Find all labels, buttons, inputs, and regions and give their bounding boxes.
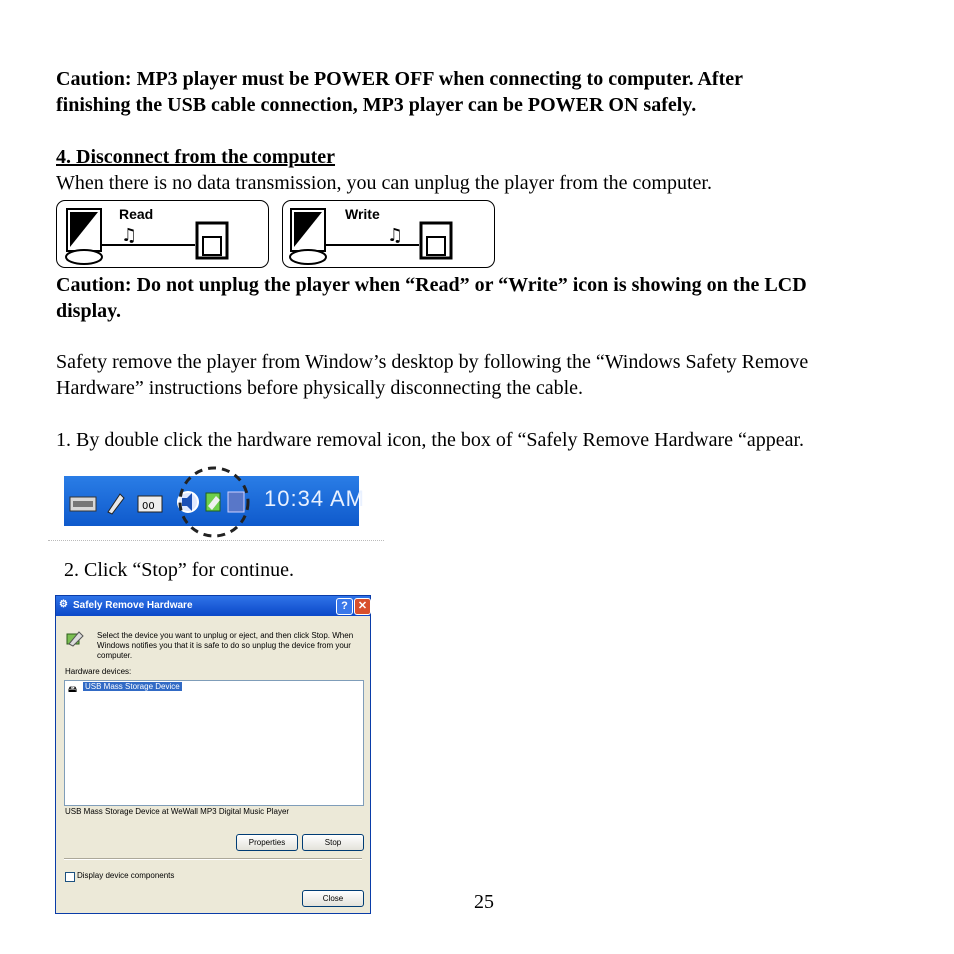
svg-text:♫: ♫ [121,225,138,246]
safety-line1: Safety remove the player from Window’s desktop by following the “Windows Safety Remove [56,351,809,373]
svg-text:♫: ♫ [387,225,404,246]
tray-clock: 10:34 AM [264,486,365,511]
caution2-line1: Caution: Do not unplug the player when “Read” or “Write” icon is showing on the LCD [56,274,807,296]
caution-text-line1: Caution: MP3 player must be POWER OFF when connecting to computer. After [56,68,743,90]
caution-text-line2: finishing the USB cable connection, MP3 player can be POWER ON safely. [56,94,697,116]
display-components-checkbox[interactable] [65,872,75,882]
read-label: Read [119,206,154,222]
write-status-icon [283,201,494,267]
dialog-separator [64,858,362,860]
step2-text: 2. Click “Stop” for continue. [64,559,294,581]
device-icon: 🖴 [68,684,78,694]
instruction-line3: computer. [97,651,133,660]
properties-button[interactable]: Properties [236,834,298,851]
close-button[interactable]: Close [302,890,364,907]
usb-device-icon [65,628,85,648]
display-components-label: Display device components [77,871,175,880]
instruction-line2: Windows notifies you that it is safe to do so unplug the device from your [97,641,351,650]
list-item[interactable]: USB Mass Storage Device [85,682,180,691]
lcd-read-panel [56,200,269,268]
svg-text:00: 00 [142,501,155,512]
safety-line2: Hardware” instructions before physically disconnecting the cable. [56,377,584,399]
tray-divider [48,540,384,541]
page-number: 25 [474,891,494,913]
help-button[interactable]: ? [336,598,353,615]
dialog-titlebar[interactable] [56,596,370,616]
hardware-icon: ⚙ [59,599,68,610]
stop-button[interactable]: Stop [302,834,364,851]
hardware-devices-list[interactable] [64,680,364,806]
device-description: USB Mass Storage Device at WeWall MP3 Digital Music Player [65,807,290,816]
caution2-line2: display. [56,300,122,322]
section-intro: When there is no data transmission, you can unplug the player from the computer. [56,172,712,194]
safely-remove-dialog [55,595,371,914]
dialog-title: Safely Remove Hardware [73,600,193,611]
lcd-write-panel [282,200,495,268]
read-status-icon [57,201,268,267]
close-window-button[interactable]: ✕ [354,598,371,615]
instruction-line1: Select the device you want to unplug or eject, and then click Stop. When [97,631,354,640]
step1-text: 1. By double click the hardware removal icon, the box of “Safely Remove Hardware “appear. [56,429,805,451]
hardware-devices-label: Hardware devices: [65,667,132,676]
section-heading: 4. Disconnect from the computer [56,146,336,168]
write-label: Write [345,206,380,222]
